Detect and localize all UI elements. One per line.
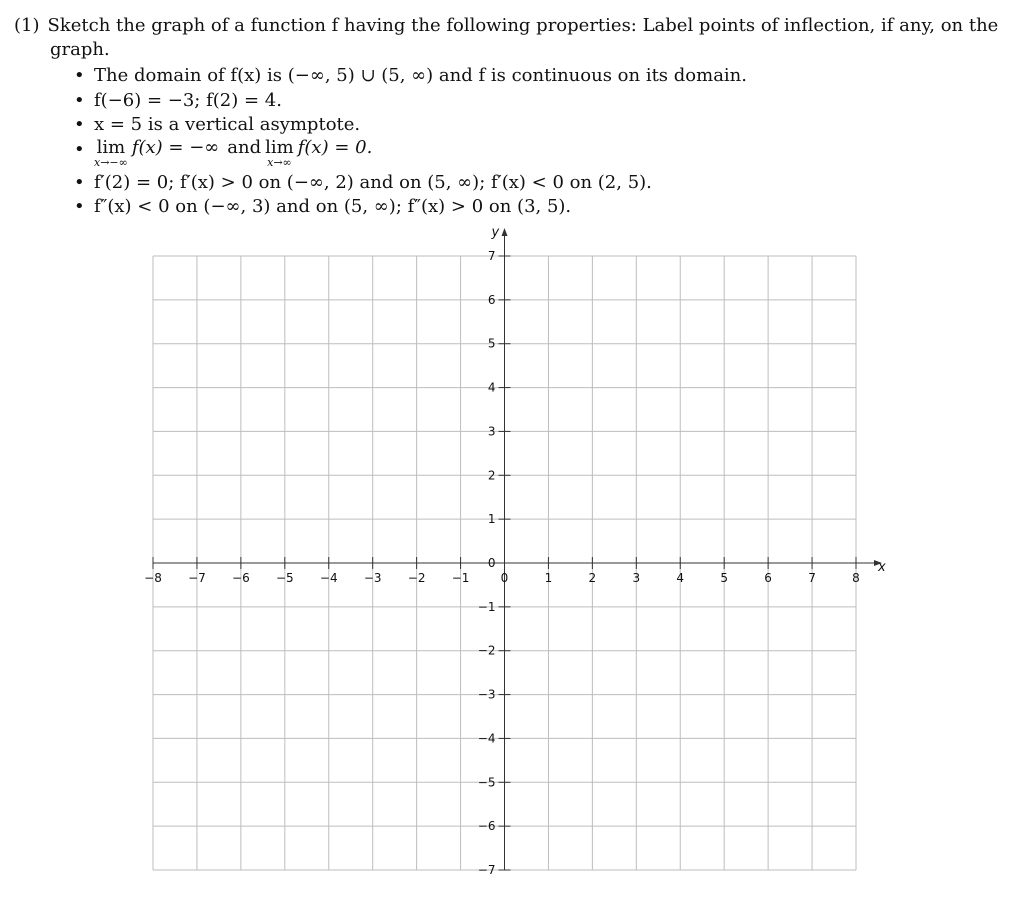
y-tick-label: −4	[477, 731, 496, 746]
y-tick-label: 1	[487, 512, 496, 527]
lim-subscript: x→∞	[267, 155, 292, 169]
x-tick-label: −4	[319, 571, 338, 585]
y-tick-label: 6	[487, 292, 496, 307]
problem-number: (1)	[14, 15, 40, 36]
property-asymptote: • x = 5 is a vertical asymptote.	[72, 113, 972, 138]
x-tick-label: −5	[275, 571, 294, 585]
x-tick-label: −1	[451, 571, 470, 585]
x-tick-label: −6	[232, 571, 250, 585]
y-axis-arrow	[502, 228, 508, 236]
limit-expr-2: f(x) = 0.	[297, 136, 373, 158]
x-tick-label: 1	[544, 571, 553, 585]
x-tick-label: −3	[363, 571, 382, 585]
y-tick-label: 5	[487, 336, 496, 351]
x-tick-label: 0	[500, 571, 509, 585]
problem-text-2: graph.	[50, 39, 110, 60]
x-tick-label: 4	[676, 571, 685, 585]
y-tick-label: −5	[477, 775, 496, 790]
x-tick-label: −8	[144, 571, 162, 585]
y-axis-label: y	[491, 225, 500, 240]
lim-word: • lim	[96, 136, 126, 158]
y-tick-label: −7	[477, 863, 496, 877]
x-axis-label: x	[878, 560, 886, 575]
x-tick-label: 2	[588, 571, 597, 585]
x-tick-label: 6	[764, 571, 772, 585]
x-tick-label: −2	[407, 571, 426, 585]
y-tick-label: −2	[477, 643, 496, 658]
y-tick-label: −1	[477, 599, 496, 614]
limit-expr-1: f(x) = −∞	[131, 136, 220, 158]
y-tick-label: 2	[487, 468, 496, 483]
y-tick-label: 7	[487, 249, 496, 263]
y-tick-label: 4	[487, 380, 496, 395]
property-first-derivative: • f′(2) = 0; f′(x) > 0 on (−∞, 2) and on (5, ∞); f′(x) < 0 on (2, 5).	[72, 171, 972, 196]
x-tick-label: 7	[808, 571, 816, 585]
property-second-derivative: • f″(x) < 0 on (−∞, 3) and on (5, ∞); f″(x) > 0 on (3, 5).	[72, 195, 972, 220]
y-tick-label: −6	[477, 819, 496, 834]
y-tick-label: 0	[487, 556, 496, 570]
lim-word: lim	[265, 136, 294, 158]
x-tick-label: −7	[188, 571, 206, 585]
y-tick-label: 3	[487, 424, 496, 439]
limit-conj: and	[227, 136, 262, 158]
property-values: • f(−6) = −3; f(2) = 4.	[72, 89, 972, 114]
x-tick-label: 3	[632, 571, 641, 585]
x-tick-label: 8	[852, 571, 860, 585]
property-domain: • The domain of f(x) is (−∞, 5) ∪ (5, ∞) and f is continuous on its domain.	[72, 64, 972, 89]
x-tick-label: 5	[720, 571, 729, 585]
problem-text-1: Sketch the graph of a function f having the following properties: Label points of inflection, if any, on the	[47, 15, 999, 36]
y-tick-label: −3	[477, 687, 496, 702]
lim-subscript: x→−∞	[94, 155, 128, 169]
